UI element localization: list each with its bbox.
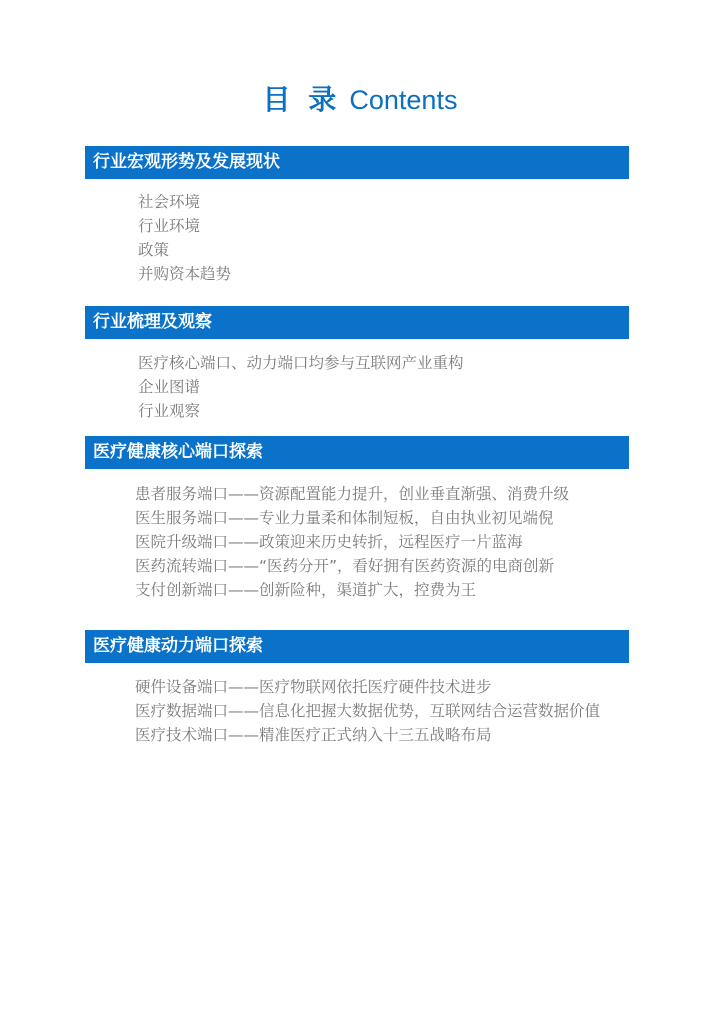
toc-item: 医生服务端口——专业力量柔和体制短板，自由执业初见端倪: [135, 509, 554, 527]
section-header-power-ports: 医疗健康动力端口探索: [85, 630, 629, 663]
toc-item: 支付创新端口——创新险种，渠道扩大，控费为王: [135, 581, 477, 599]
section-list-macro: [138, 190, 231, 286]
toc-item: 企业图谱: [138, 378, 201, 396]
toc-item: 行业观察: [138, 402, 201, 420]
section-header-core-ports: 医疗健康核心端口探索: [85, 436, 629, 469]
section-list-power-ports: [135, 675, 600, 747]
toc-item: 医药流转端口——“医药分开”，看好拥有医药资源的电商创新: [135, 557, 555, 575]
title-chinese: 目 录: [262, 83, 341, 116]
section-list-review: [138, 351, 464, 423]
toc-item: 政策: [138, 241, 170, 259]
toc-item: 硬件设备端口——医疗物联网依托医疗硬件技术进步: [135, 678, 492, 696]
toc-item: 并购资本趋势: [138, 265, 232, 283]
toc-item: 医疗数据端口——信息化把握大数据优势，互联网结合运营数据价值: [135, 702, 601, 720]
toc-item: 患者服务端口——资源配置能力提升，创业垂直渐强、消费升级: [135, 485, 570, 503]
toc-item: 行业环境: [138, 217, 201, 235]
toc-item: 医疗核心端口、动力端口均参与互联网产业重构: [138, 354, 464, 372]
toc-item: 医疗技术端口——精准医疗正式纳入十三五战略布局: [135, 726, 492, 744]
section-header-review: 行业梳理及观察: [85, 306, 629, 339]
title-english: Contents: [349, 85, 458, 115]
section-header-macro: 行业宏观形势及发展现状: [85, 146, 629, 179]
toc-item: 医院升级端口——政策迎来历史转折，远程医疗一片蓝海: [135, 533, 523, 551]
page-title: [0, 78, 720, 118]
toc-item: 社会环境: [138, 193, 201, 211]
section-list-core-ports: [135, 482, 569, 602]
